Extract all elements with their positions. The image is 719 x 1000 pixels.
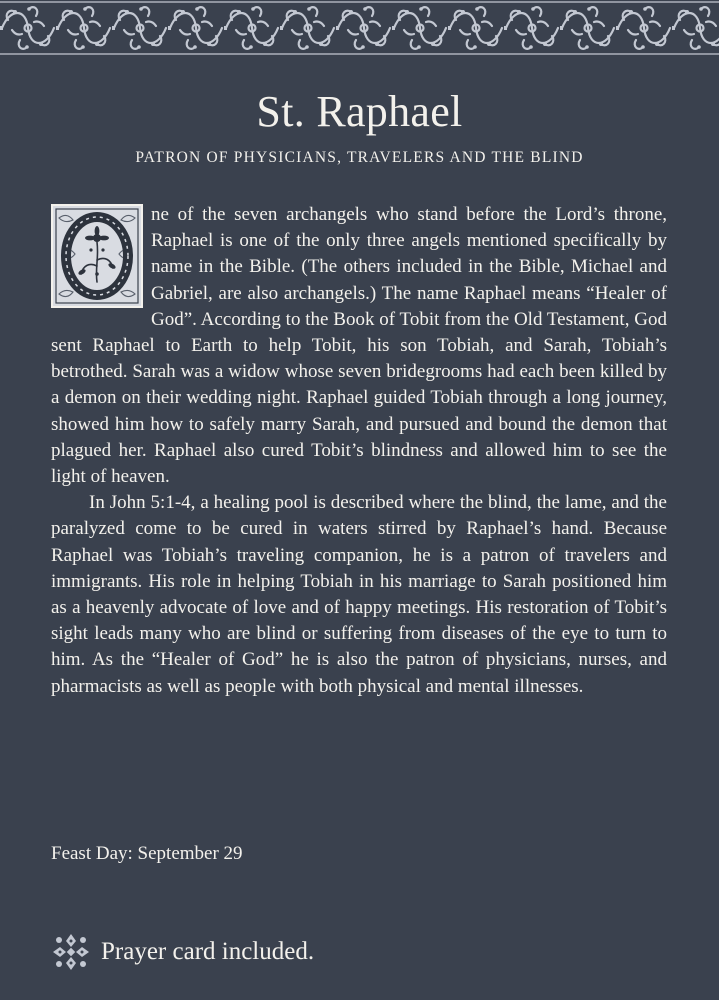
- feast-day: Feast Day: September 29: [51, 843, 243, 864]
- ornate-letter-o-icon: [51, 204, 143, 308]
- prayer-card-note: [51, 930, 314, 974]
- page-subtitle: PATRON OF PHYSICIANS, TRAVELERS AND THE BLIND: [135, 149, 584, 166]
- floral-scroll-border-icon: [0, 0, 719, 56]
- paragraph-1: ne of the seven archangels who stand before the Lord’s throne, Raphael is one of the only three angels mentioned specifically by name in the Bible. (The others included in the Bible, Michael and Gabriel, are also archangels.) The name Raphael means “Healer of God”. According to the Book of Tobit from the Old Testament, God sent Raphael to Earth to help Tobit, his son Tobiah, and Sarah, Tobiah’s betrothed. Sarah was a widow whose seven bridegrooms had each been killed by a demon on their wedding night. Raphael guided Tobiah through a long journey, showed him how to safely marry Sarah, and pursued and bound the demon that plagued her. Raphael also cured Tobit’s blindness and allowed him to see the light of heaven.: [51, 204, 667, 488]
- page-title: St. Raphael: [256, 87, 463, 136]
- ornamental-cross-icon: [51, 932, 91, 972]
- prayer-card-text: Prayer card included.: [101, 938, 315, 965]
- paragraph-2: In John 5:1-4, a healing pool is described where the blind, the lame, and the paralyzed come to be cured in waters stirred by Raphael’s hand. Because Raphael was Tobiah’s traveling companion, he is a patron of travelers and immigrants. His role in helping Tobiah in his marriage to Sarah positioned him as a heavenly advocate of love and of happy meetings. His restoration of Tobit’s sight leads many who are blind or suffering from diseases of the eye to turn to him. As the “Healer of God” he is also the patron of physicians, nurses, and pharmacists as well as people with both physical and mental illnesses.: [51, 492, 667, 697]
- biography-text: [51, 202, 667, 700]
